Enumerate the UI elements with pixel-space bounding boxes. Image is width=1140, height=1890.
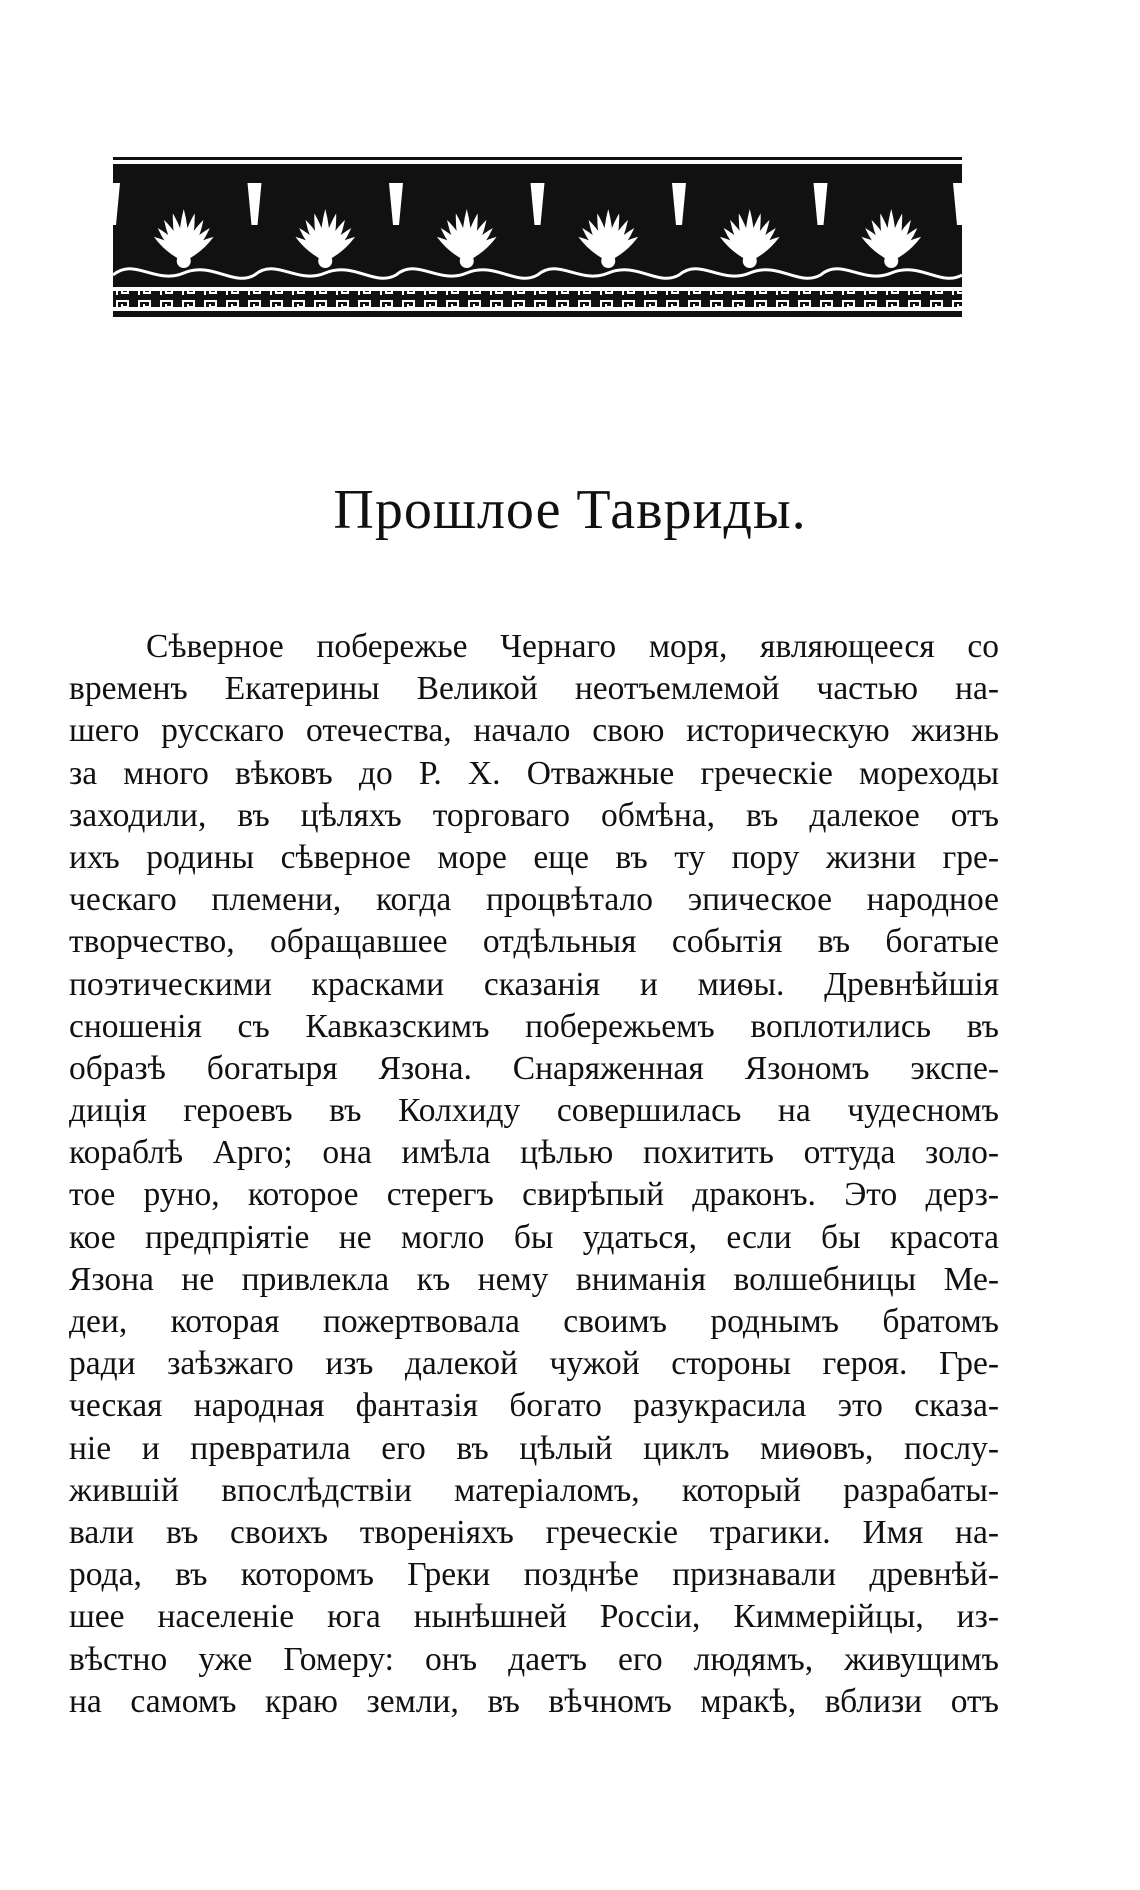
text-line: тое руно, которое стерегъ свирѣпый драконъ. Это дерз- <box>69 1176 999 1214</box>
text-line: вали въ своихъ твореніяхъ греческіе трагики. Имя на- <box>69 1513 999 1551</box>
text-line: кое предпріятіе не могло бы удаться, если бы красота <box>69 1218 999 1256</box>
body-paragraph <box>69 626 999 1723</box>
text-line: жившій впослѣдствіи матеріаломъ, который разрабаты- <box>69 1471 999 1509</box>
text-line: диція героевъ въ Колхиду совершилась на чудесномъ <box>69 1092 999 1130</box>
text-line: ніе и превратила его въ цѣлый циклъ миѳовъ, послу- <box>69 1429 999 1467</box>
text-line: деи, которая пожертвовала своимъ роднымъ братомъ <box>69 1303 999 1340</box>
text-line: образѣ богатыря Язона. Снаряженная Язономъ экспе- <box>69 1049 999 1087</box>
ornamental-frieze-icon <box>113 157 962 320</box>
text-line: Сѣверное побережье Чернаго моря, являющееся со <box>146 628 999 665</box>
text-line: ческая народная фантазія богато разукрасила это сказа- <box>69 1387 999 1425</box>
text-line: шее населеніе юга нынѣшней Россіи, Киммерійцы, из- <box>69 1598 999 1636</box>
text-line: ихъ родины сѣверное море еще въ ту пору жизни гре- <box>69 838 999 876</box>
text-line: заходили, въ цѣляхъ торговаго обмѣна, въ далекое отъ <box>69 796 999 834</box>
text-line: ческаго племени, когда процвѣтало эпическое народное <box>69 881 999 919</box>
text-line: поэтическими красками сказанія и миѳы. Древнѣйшія <box>69 965 999 1003</box>
palmette-base-icon <box>460 254 474 268</box>
text-line: сношенія съ Кавказскимъ побережьемъ воплотились въ <box>69 1007 999 1045</box>
text-line: вѣстно уже Гомеру: онъ даетъ его людямъ, живущимъ <box>69 1640 999 1678</box>
text-line: творчество, обращавшее отдѣльныя событія въ богатые <box>69 923 999 961</box>
palmette-base-icon <box>601 254 615 268</box>
palmette-base-icon <box>318 254 332 268</box>
text-line: шего русскаго отечества, начало свою историческую жизнь <box>69 712 999 750</box>
palmette-base-icon <box>884 254 898 268</box>
palmette-base-icon <box>177 254 191 268</box>
text-line: временъ Екатерины Великой неотъемлемой частью на- <box>69 670 999 708</box>
text-line: ради заѣзжаго изъ далекой чужой стороны героя. Гре- <box>69 1345 999 1383</box>
text-line: рода, въ которомъ Греки позднѣе признавали древнѣй- <box>69 1556 999 1594</box>
palmette-base-icon <box>743 254 757 268</box>
text-line: на самомъ краю земли, въ вѣчномъ мракѣ, вблизи отъ <box>69 1682 999 1720</box>
text-line: Язона не привлекла къ нему вниманія волшебницы Ме- <box>69 1260 999 1298</box>
text-line: кораблѣ Арго; она имѣла цѣлью похитить оттуда золо- <box>69 1134 999 1172</box>
page-title: Прошлое Тавриды. <box>333 479 807 541</box>
text-line: за много вѣковъ до Р. Х. Отважные греческіе мореходы <box>69 754 999 792</box>
